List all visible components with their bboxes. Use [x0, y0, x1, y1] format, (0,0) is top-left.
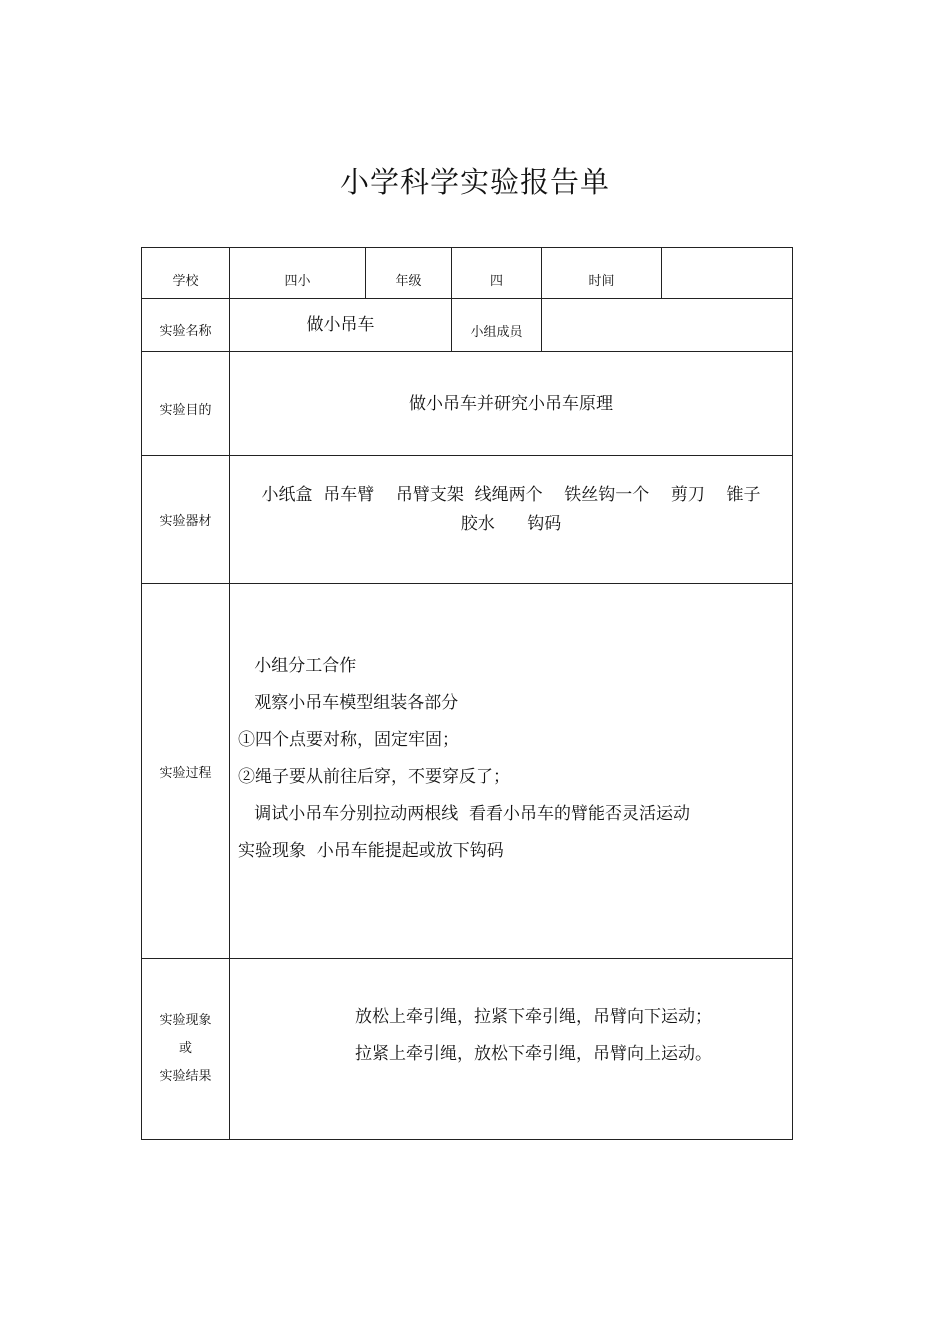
result-label-line-2: 或 [178, 1041, 192, 1056]
process-content [230, 584, 792, 959]
result-label-line-1: 实验现象 [159, 1013, 212, 1028]
experiment-name-label: 实验名称 [142, 299, 230, 352]
process-line: 小组分工合作 [238, 656, 357, 676]
process-line: ①四个点要对称，固定牢固； [238, 730, 459, 750]
purpose-value: 做小吊车并研究小吊车原理 [230, 352, 792, 456]
purpose-label: 实验目的 [142, 352, 230, 456]
time-value [662, 248, 792, 299]
group-members-value [542, 299, 792, 352]
process-line: 观察小吊车模型组装各部分 [238, 693, 459, 713]
materials-label: 实验器材 [142, 456, 230, 584]
school-value: 四小 [230, 248, 366, 299]
materials-line-2: 胶水 钩码 [460, 513, 562, 534]
time-label: 时间 [542, 248, 662, 299]
report-title: 小学科学实验报告单 [339, 165, 610, 199]
school-label: 学校 [142, 248, 230, 299]
result-label [142, 959, 230, 1139]
grade-label: 年级 [366, 248, 452, 299]
report-table [141, 247, 793, 1140]
process-label: 实验过程 [142, 584, 230, 959]
group-members-label: 小组成员 [452, 299, 542, 352]
process-line: 实验现象 小吊车能提起或放下钩码 [238, 841, 504, 861]
result-label-line-3: 实验结果 [159, 1069, 212, 1084]
process-line: 调试小吊车分别拉动两根线 看看小吊车的臂能否灵活运动 [238, 804, 691, 824]
grade-value: 四 [452, 248, 542, 299]
result-content [230, 959, 792, 1139]
process-line: ②绳子要从前往后穿，不要穿反了； [238, 767, 510, 787]
result-line: 放松上牵引绳，拉紧下牵引绳，吊臂向下运动； [355, 1007, 712, 1027]
result-line: 拉紧上牵引绳，放松下牵引绳，吊臂向上运动。 [355, 1044, 712, 1064]
materials-line-1: 小纸盒 吊车臂 吊臂支架 线绳两个 铁丝钩一个 剪刀 锥子 [261, 484, 761, 505]
materials-value [230, 456, 792, 584]
experiment-name-value: 做小吊车 [230, 299, 452, 352]
